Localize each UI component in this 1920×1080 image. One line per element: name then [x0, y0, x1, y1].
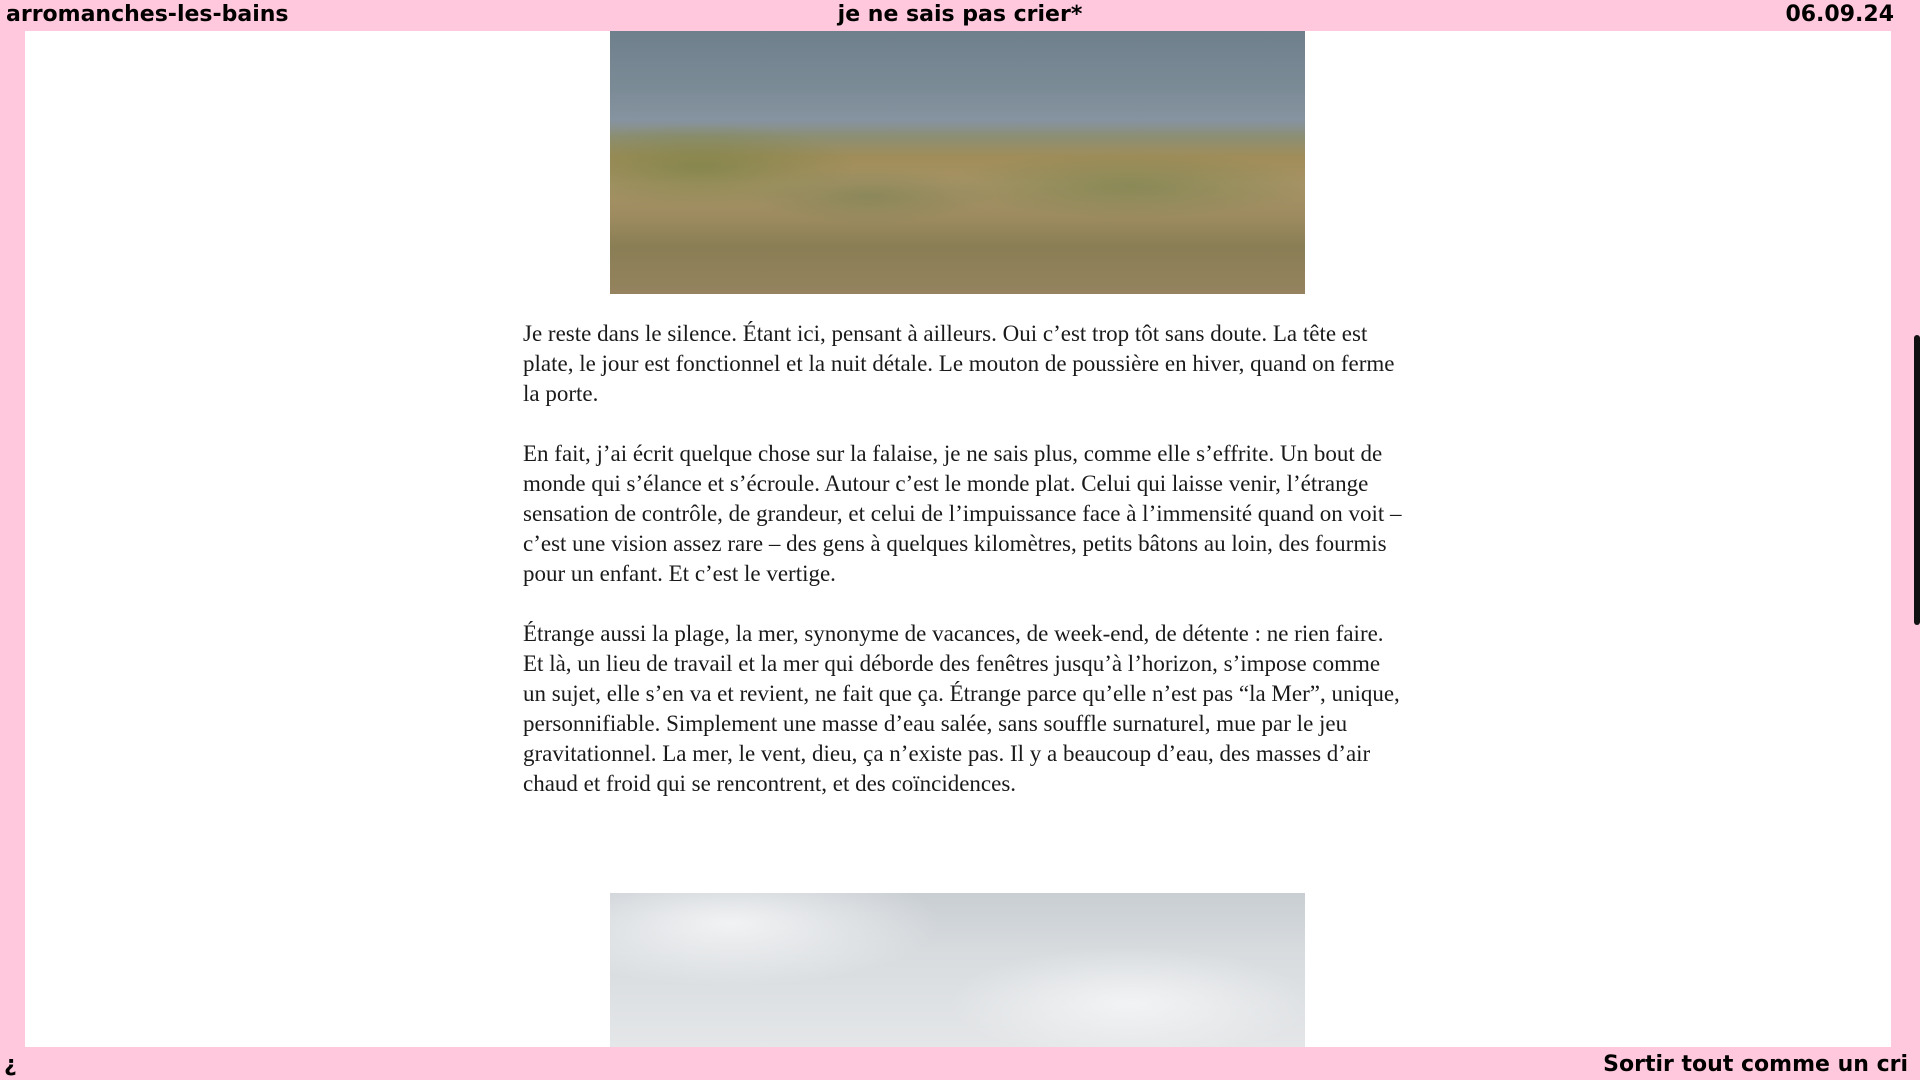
page-title[interactable]: je ne sais pas crier*: [837, 2, 1083, 27]
paragraph: Je reste dans le silence. Étant ici, pensant à ailleurs. Oui c’est trop tôt sans doute. La tête est plate, le jour est fonctionnel et la nuit détale. Le mouton de poussière en hiver, quand on ferme la porte.: [523, 321, 1395, 406]
article-text: [523, 319, 1403, 829]
paragraph: En fait, j’ai écrit quelque chose sur la falaise, je ne sais plus, comme elle s’effrite. Un bout de monde qui s’élance et s’écroule. Autour c’est le monde plat. Celui qui laisse venir, l’étrange sensation de contrôle, de grandeur, et celui de l’impuissance face à l’immensité quand on voit – c’est une vision assez rare – des gens à quelques kilomètres, petits bâtons au loin, des fourmis pour un enfant. Et c’est le vertige.: [523, 441, 1402, 586]
exit-link[interactable]: Sortir tout comme un cri: [1603, 1052, 1908, 1077]
content-area[interactable]: [25, 31, 1891, 1047]
question-mark-link[interactable]: ¿: [4, 1052, 17, 1077]
scrollbar-thumb[interactable]: [1914, 335, 1920, 625]
date-label: 06.09.24: [1785, 2, 1894, 27]
cloudy-sky-photo: [610, 893, 1305, 1047]
cliff-grass-photo: [610, 31, 1305, 294]
location-label: arromanches-les-bains: [6, 2, 289, 27]
paragraph: Étrange aussi la plage, la mer, synonyme de vacances, de week-end, de détente : ne rien faire. Et là, un lieu de travail et la mer qui déborde des fenêtres jusqu’à l’horizon, s’impose comme un sujet, elle s’en va et revient, ne fait que ça. Étrange parce qu’elle n’est pas “la Mer”, unique, personnifiable. Simplement une masse d’eau salée, sans souffle surnaturel, mue par le jeu gravitationnel. La mer, le vent, dieu, ça n’existe pas. Il y a beaucoup d’eau, des masses d’air chaud et froid qui se rencontrent, et des coïncidences.: [523, 621, 1400, 796]
